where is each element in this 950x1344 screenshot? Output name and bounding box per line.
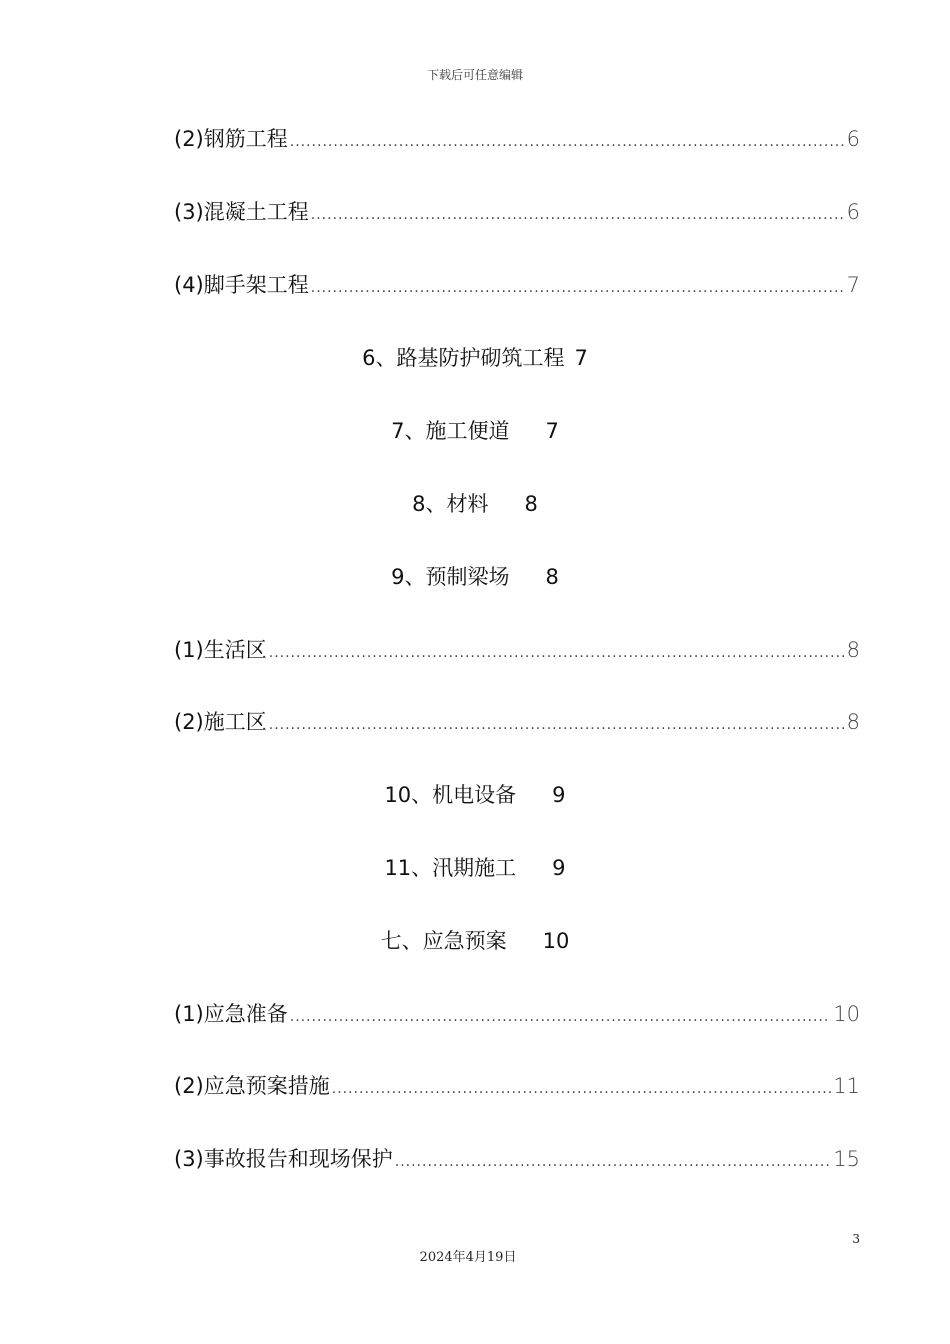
page-header: 下载后可任意编辑 [426,68,523,82]
toc-entry-page: 8 [846,710,860,734]
toc-section-title: 8、材料 [412,492,489,516]
toc-entry[interactable] [174,197,860,227]
toc-section-heading[interactable] [0,489,950,519]
toc-entry-number: (1) [174,1002,204,1026]
toc-section-page: 9 [552,856,566,880]
toc-entry-page: 7 [846,273,860,297]
toc-entry[interactable] [174,999,860,1029]
toc-entry-number: (3) [174,200,204,224]
footer-date: 2024年4月19日 [419,1250,517,1265]
toc-leader-dots [290,127,845,157]
toc-entry-number: (1) [174,638,204,662]
toc-section-heading[interactable] [0,780,950,810]
toc-section-title: 7、施工便道 [391,419,510,443]
toc-section-page: 7 [545,419,559,443]
toc-section-page: 9 [552,783,566,807]
toc-entry-page: 15 [833,1147,860,1171]
toc-entry[interactable] [174,270,860,300]
toc-section-heading[interactable] [0,926,950,956]
toc-entry-number: (3) [174,1147,204,1171]
toc-leader-dots [311,200,845,230]
toc-leader-dots [311,273,845,303]
toc-entry-title: 施工区 [203,710,267,734]
toc-entry-title: 钢筋工程 [203,127,288,151]
toc-section-page: 7 [574,346,588,370]
toc-section-page: 8 [524,492,538,516]
toc-entry-number: (2) [174,710,204,734]
toc-leader-dots [269,710,845,740]
toc-section-heading[interactable] [0,343,950,373]
toc-entry[interactable] [174,1071,860,1101]
toc-entry[interactable] [174,635,860,665]
toc-entry-title: 应急预案措施 [203,1074,330,1098]
toc-section-title: 10、机电设备 [384,783,517,807]
toc-section-title: 6、路基防护砌筑工程 [362,346,565,370]
toc-section-title: 七、应急预案 [380,929,507,953]
toc-leader-dots [395,1147,832,1177]
toc-leader-dots [290,1002,832,1032]
toc-entry-title: 混凝土工程 [203,200,309,224]
page-number: 3 [852,1232,860,1246]
toc-entry[interactable] [174,124,860,154]
toc-entry-title: 脚手架工程 [203,273,309,297]
toc-entry-page: 10 [833,1002,860,1026]
toc-entry-title: 事故报告和现场保护 [203,1147,393,1171]
toc-section-title: 9、预制梁场 [391,565,510,589]
toc-entry-page: 11 [833,1074,860,1098]
toc-entry[interactable] [174,1144,860,1174]
toc-section-page: 8 [545,565,559,589]
toc-leader-dots [269,638,845,668]
toc-entry-number: (2) [174,127,204,151]
toc-entry-page: 6 [846,127,860,151]
toc-entry-page: 8 [846,638,860,662]
toc-entry[interactable] [174,707,860,737]
toc-section-title: 11、汛期施工 [384,856,517,880]
toc-section-heading[interactable] [0,562,950,592]
toc-entry-page: 6 [846,200,860,224]
toc-leader-dots [332,1074,832,1104]
toc-entry-number: (2) [174,1074,204,1098]
toc-entry-number: (4) [174,273,204,297]
toc-section-page: 10 [542,929,570,953]
toc-entry-title: 应急准备 [203,1002,288,1026]
toc-entry-title: 生活区 [203,638,267,662]
toc-section-heading[interactable] [0,853,950,883]
toc-section-heading[interactable] [0,416,950,446]
